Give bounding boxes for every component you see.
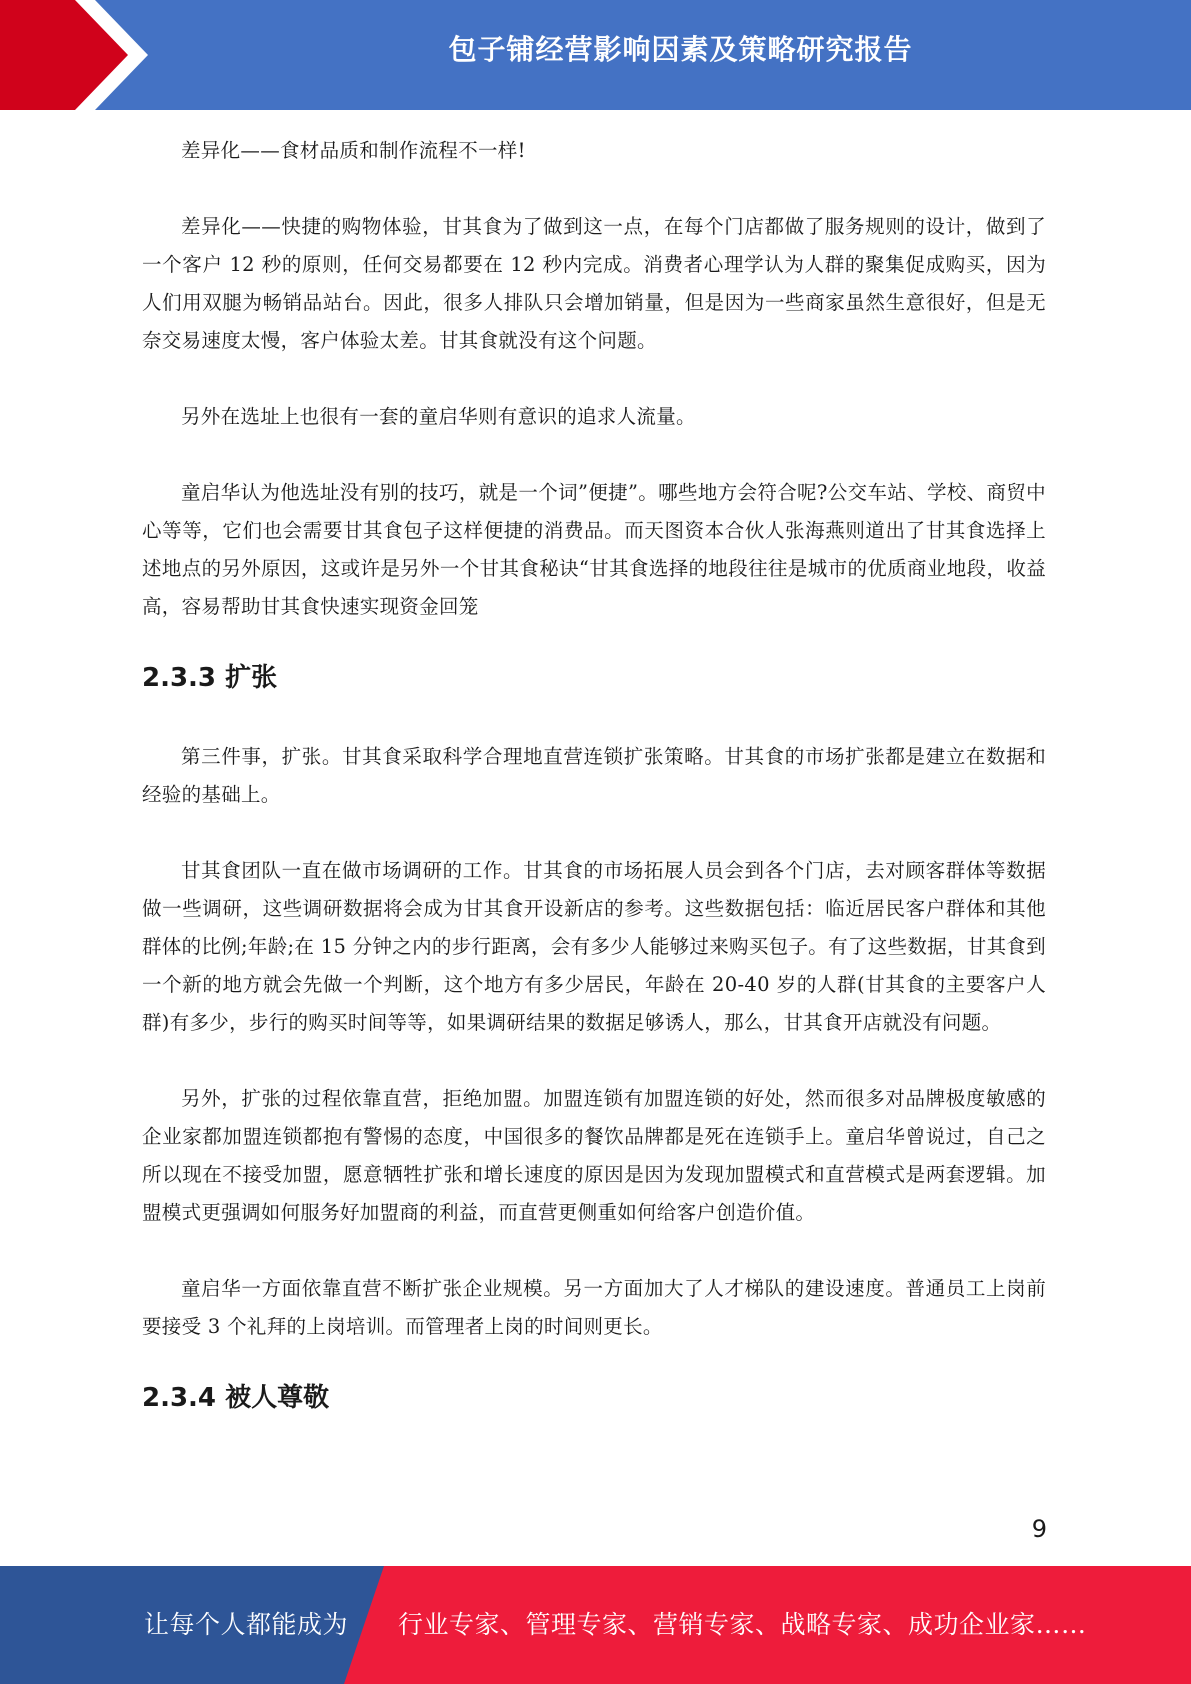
paragraph: 童启华一方面依靠直营不断扩张企业规模。另一方面加大了人才梯队的建设速度。普通员工上岗前要接受 3 个礼拜的上岗培训。而管理者上岗的时间则更长。 — [142, 1277, 1046, 1338]
page-header — [0, 0, 1191, 110]
paragraph: 差异化——食材品质和制作流程不一样! — [181, 139, 526, 162]
report-title: 包子铺经营影响因素及策略研究报告 — [448, 33, 913, 66]
page-number: 9 — [1031, 1515, 1047, 1543]
paragraph: 另外在选址上也很有一套的童启华则有意识的追求人流量。 — [181, 405, 696, 428]
paragraph: 甘其食团队一直在做市场调研的工作。甘其食的市场拓展人员会到各个门店，去对顾客群体等数据做一些调研，这些调研数据将会成为甘其食开设新店的参考。这些数据包括：临近居民客户群体和其他群体的比例;年龄;在 15 分钟之内的步行距离，会有多少人能够过来购买包子。有了这些数据，甘其食到一个新的地方就会先做一个判断，这个地方有多少居民，年龄在 20-40 岁的人群(甘其食的主要客户人群)有多少，步行的购买时间等等，如果调研结果的数据足够诱人，那么，甘其食开店就没有问题。 — [142, 859, 1046, 1034]
paragraph: 童启华认为他选址没有别的技巧，就是一个词”便捷”。哪些地方会符合呢?公交车站、学校、商贸中心等等，它们也会需要甘其食包子这样便捷的消费品。而天图资本合伙人张海燕则道出了甘其食选择上述地点的另外原因，这或许是另外一个甘其食秘诀“甘其食选择的地段往往是城市的优质商业地段，收益高，容易帮助甘其食快速实现资金回笼 — [142, 481, 1046, 618]
paragraph: 另外，扩张的过程依靠直营，拒绝加盟。加盟连锁有加盟连锁的好处，然而很多对品牌极度敏感的企业家都加盟连锁都抱有警惕的态度，中国很多的餐饮品牌都是死在连锁手上。童启华曾说过，自己之所以现在不接受加盟，愿意牺牲扩张和增长速度的原因是因为发现加盟模式和直营模式是两套逻辑。加盟模式更强调如何服务好加盟商的利益，而直营更侧重如何给客户创造价值。 — [142, 1087, 1046, 1224]
page-footer — [0, 1566, 1191, 1684]
document-body — [142, 132, 1046, 1418]
section-heading: 2.3.4 被人尊敬 — [142, 1383, 330, 1413]
paragraph: 差异化——快捷的购物体验，甘其食为了做到这一点，在每个门店都做了服务规则的设计，做到了一个客户 12 秒的原则，任何交易都要在 12 秒内完成。消费者心理学认为人群的聚集促成购买，因为人们用双腿为畅销品站台。因此，很多人排队只会增加销量，但是因为一些商家虽然生意很好，但是无奈交易速度太慢，客户体验太差。甘其食就没有这个问题。 — [142, 215, 1046, 352]
section-heading: 2.3.3 扩张 — [142, 663, 278, 693]
paragraph: 第三件事，扩张。甘其食采取科学合理地直营连锁扩张策略。甘其食的市场扩张都是建立在数据和经验的基础上。 — [142, 745, 1046, 806]
footer-slogan-right: 行业专家、管理专家、营销专家、战略专家、成功企业家…… — [398, 1610, 1087, 1639]
footer-slogan-left: 让每个人都能成为 — [144, 1610, 349, 1639]
